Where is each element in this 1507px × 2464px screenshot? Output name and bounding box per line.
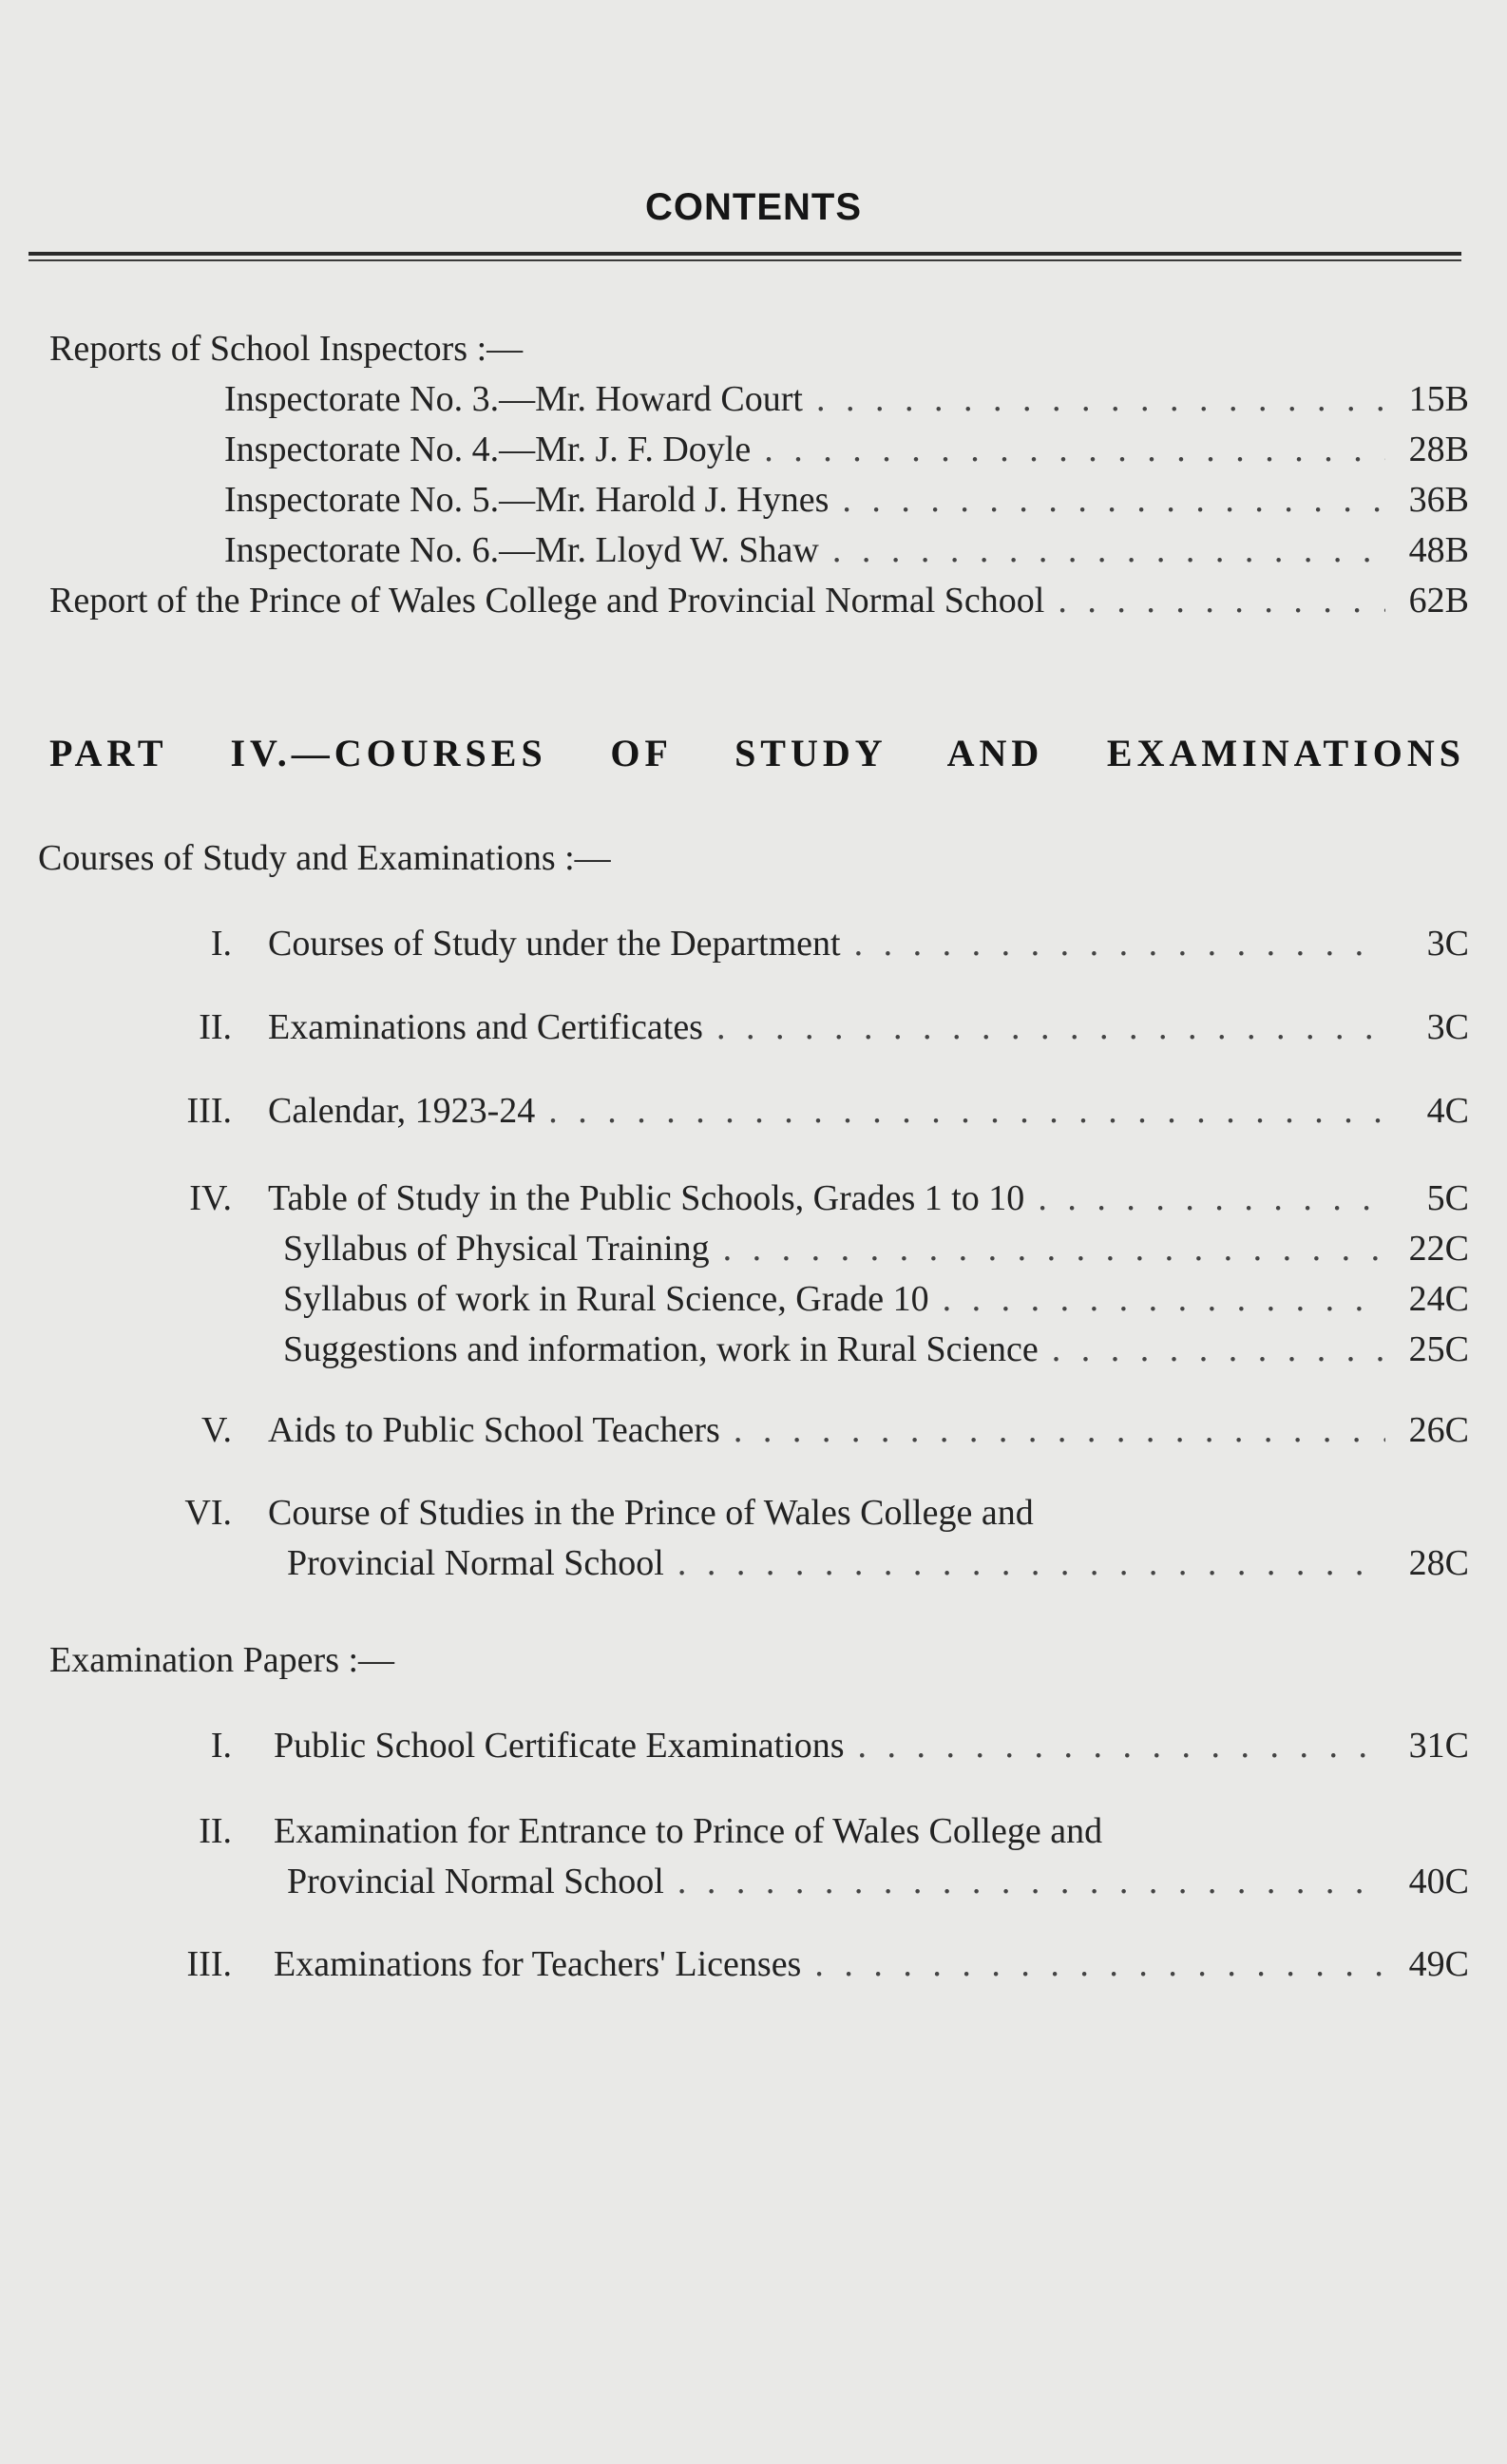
entry-numeral: I. bbox=[210, 924, 232, 964]
entry-text: Syllabus of work in Rural Science, Grade 10 bbox=[283, 1279, 929, 1319]
entry-text: Public School Certificate Examinations bbox=[274, 1726, 845, 1766]
entry-text: Syllabus of Physical Training bbox=[283, 1229, 710, 1269]
entry-page: 62B bbox=[1408, 581, 1469, 621]
dot-leader bbox=[814, 1939, 1385, 1990]
entry-numeral: III. bbox=[186, 1091, 232, 1131]
dot-leader bbox=[943, 1273, 1385, 1325]
entry-numeral: III. bbox=[186, 1944, 232, 1984]
entry-text: Inspectorate No. 6.—Mr. Lloyd W. Shaw bbox=[224, 530, 819, 570]
toc-entry bbox=[268, 1085, 1469, 1136]
entry-numeral: V. bbox=[200, 1410, 232, 1450]
toc-entry bbox=[268, 918, 1469, 969]
entry-text: Inspectorate No. 4.—Mr. J. F. Doyle bbox=[224, 430, 752, 469]
entry-page: 22C bbox=[1408, 1229, 1469, 1269]
dot-leader bbox=[677, 1538, 1385, 1589]
toc-entry bbox=[224, 373, 1469, 425]
entry-text: Examinations and Certificates bbox=[268, 1007, 703, 1047]
toc-entry bbox=[224, 424, 1469, 475]
entry-page: 28C bbox=[1408, 1543, 1469, 1583]
toc-entry bbox=[224, 525, 1469, 576]
entry-text: Calendar, 1923-24 bbox=[268, 1091, 536, 1131]
entry-text: Examinations for Teachers' Licenses bbox=[274, 1944, 802, 1984]
dot-leader bbox=[764, 424, 1385, 475]
entry-page: 15B bbox=[1408, 379, 1469, 419]
dot-leader bbox=[734, 1404, 1385, 1456]
entry-numeral: II. bbox=[199, 1811, 232, 1851]
rule-thick bbox=[29, 252, 1461, 256]
dot-leader bbox=[842, 474, 1385, 525]
entry-page: 4C bbox=[1426, 1091, 1469, 1131]
toc-entry bbox=[268, 1404, 1469, 1456]
entry-text: Suggestions and information, work in Rural Science bbox=[283, 1329, 1039, 1369]
toc-subentry bbox=[283, 1324, 1469, 1375]
reports-heading: Reports of School Inspectors :— bbox=[49, 329, 524, 369]
entry-page: 40C bbox=[1408, 1862, 1469, 1901]
entry-text-continued: Provincial Normal School bbox=[287, 1862, 664, 1901]
toc-subentry bbox=[283, 1273, 1469, 1325]
toc-entry bbox=[49, 575, 1469, 626]
dot-leader bbox=[677, 1856, 1385, 1907]
dot-leader bbox=[1052, 1324, 1385, 1375]
entry-text: Inspectorate No. 5.—Mr. Harold J. Hynes bbox=[224, 480, 830, 520]
toc-entry bbox=[268, 1173, 1469, 1224]
entry-text: Report of the Prince of Wales College and Provincial Normal School bbox=[49, 581, 1045, 621]
entry-page: 24C bbox=[1408, 1279, 1469, 1319]
rule-thin bbox=[29, 259, 1461, 261]
entry-text: Aids to Public School Teachers bbox=[268, 1410, 720, 1450]
entry-numeral: I. bbox=[210, 1726, 232, 1766]
dot-leader bbox=[816, 373, 1385, 425]
entry-numeral: II. bbox=[199, 1007, 232, 1047]
toc-entry-continuation bbox=[287, 1538, 1469, 1589]
entry-numeral: VI. bbox=[184, 1493, 232, 1533]
entry-text: Courses of Study under the Department bbox=[268, 924, 841, 964]
dot-leader bbox=[548, 1085, 1385, 1136]
dot-leader bbox=[832, 525, 1385, 576]
entry-page: 26C bbox=[1408, 1410, 1469, 1450]
entry-page: 28B bbox=[1408, 430, 1469, 469]
entry-text: Inspectorate No. 3.—Mr. Howard Court bbox=[224, 379, 803, 419]
entry-page: 25C bbox=[1408, 1329, 1469, 1369]
page-title: CONTENTS bbox=[645, 186, 862, 228]
entry-page: 49C bbox=[1408, 1944, 1469, 1984]
toc-entry-continuation bbox=[287, 1856, 1469, 1907]
dot-leader bbox=[1038, 1173, 1385, 1224]
toc-entry bbox=[274, 1720, 1469, 1771]
dot-leader bbox=[716, 1002, 1385, 1053]
entry-page: 36B bbox=[1408, 480, 1469, 520]
entry-text: Examination for Entrance to Prince of Wales College and bbox=[274, 1811, 1103, 1851]
dot-leader bbox=[858, 1720, 1386, 1771]
entry-page: 31C bbox=[1408, 1726, 1469, 1766]
dot-leader bbox=[723, 1223, 1385, 1274]
dot-leader bbox=[854, 918, 1385, 969]
entry-page: 3C bbox=[1426, 1007, 1469, 1047]
toc-entry bbox=[274, 1939, 1469, 1990]
part-heading: PART IV.—COURSES OF STUDY AND EXAMINATIONS bbox=[49, 732, 1465, 774]
entry-numeral: IV. bbox=[189, 1178, 232, 1218]
toc-entry bbox=[268, 1002, 1469, 1053]
papers-heading: Examination Papers :— bbox=[49, 1640, 395, 1680]
entry-page: 5C bbox=[1426, 1178, 1469, 1218]
entry-page: 48B bbox=[1408, 530, 1469, 570]
courses-heading: Courses of Study and Examinations :— bbox=[38, 838, 611, 878]
toc-subentry bbox=[283, 1223, 1469, 1274]
entry-text: Course of Studies in the Prince of Wales College and bbox=[268, 1493, 1034, 1533]
toc-entry bbox=[224, 474, 1469, 525]
entry-text-continued: Provincial Normal School bbox=[287, 1543, 664, 1583]
dot-leader bbox=[1058, 575, 1385, 626]
entry-text: Table of Study in the Public Schools, Grades 1 to 10 bbox=[268, 1178, 1025, 1218]
entry-page: 3C bbox=[1426, 924, 1469, 964]
title-rule bbox=[29, 249, 1461, 264]
